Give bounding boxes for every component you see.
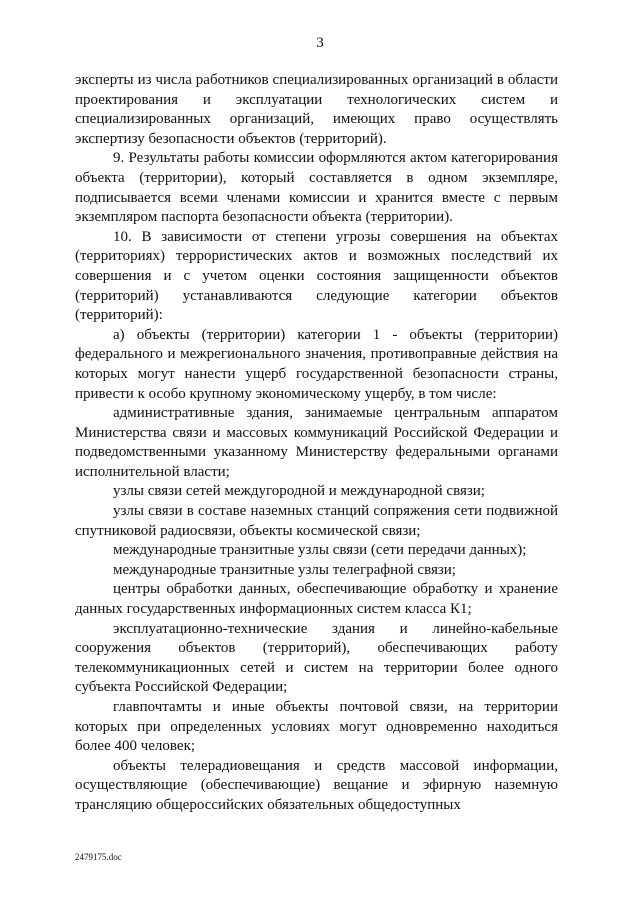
paragraph-item-9: 9. Результаты работы комиссии оформляются актом категорирования объекта (территории), который составляется в одном экземпляре, подписывается всеми членами комиссии и хранится вместе с первым экземпляром паспорта безопасности объекта (территории).	[75, 150, 558, 226]
list-item-long-distance-nodes: узлы связи сетей междугородной и международной связи;	[113, 483, 485, 500]
paragraph-experts-continuation: эксперты из числа работников специализированных организаций в области проектирования и эксплуатации технологических систем и специализированных организаций, имеющих право осуществлять экспертизу безопасности объектов (территорий).	[75, 72, 558, 147]
list-item-admin-buildings: административные здания, занимаемые центральным аппаратом Министерства связи и массовых коммуникаций Российской Федерации и подведомственными указанному Министерству федеральными органами исполнительной власти;	[75, 405, 558, 480]
list-item-post-offices: главпочтамты и иные объекты почтовой связи, на территории которых при определенных условиях могут одновременно находиться более 400 человек;	[75, 699, 558, 755]
list-item-data-centers: центры обработки данных, обеспечивающие обработку и хранение данных государственных информационных систем класса К1;	[75, 581, 558, 618]
paragraph-category-1: а) объекты (территории) категории 1 - объекты (территории) федерального и межрегионального значения, противоправные действия на которых могут нанести ущерб государственной безопасности страны, привести к особо крупному экономическому ущербу, в том числе:	[75, 326, 558, 402]
page-number: 3	[316, 35, 324, 51]
document-body	[75, 71, 558, 816]
list-item-satellite-nodes: узлы связи в составе наземных станций сопряжения сети подвижной спутниковой радиосвязи, объекты космической связи;	[75, 503, 558, 539]
list-item-transit-data-nodes: международные транзитные узлы связи (сети передачи данных);	[113, 542, 527, 559]
paragraph-item-10: 10. В зависимости от степени угрозы совершения на объектах (территориях) террористических актов и возможных последствий их совершения и с учетом оценки состояния защищенности объектов (территорий) устанавливаются следующие категории объектов (территорий):	[75, 228, 558, 324]
list-item-telegraph-nodes: международные транзитные узлы телеграфной связи;	[113, 561, 456, 578]
list-item-technical-buildings: эксплуатационно-технические здания и линейно-кабельные сооружения объектов (территорий), обеспечивающих работу телекоммуникационных сетей и систем на территории более одного субъекта Российской Федерации;	[75, 620, 558, 696]
list-item-broadcasting: объекты телерадиовещания и средств массовой информации, осуществляющие (обеспечивающие) вещание и эфирную наземную трансляцию общероссийских обязательных общедоступных	[75, 757, 558, 813]
footer-filename: 2479175.doc	[75, 852, 122, 862]
